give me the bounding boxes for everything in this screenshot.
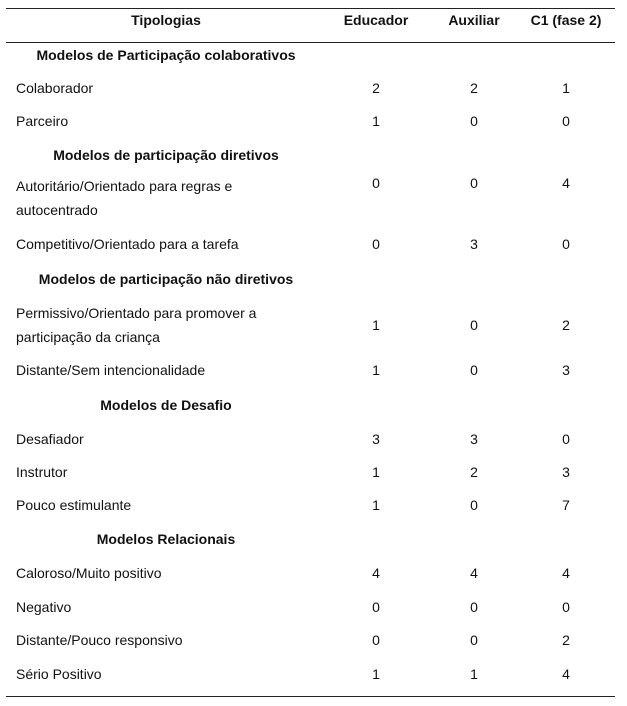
auxiliar-value: 0 (470, 317, 478, 333)
educador-value: 1 (372, 666, 380, 682)
auxiliar-value: 0 (470, 497, 478, 513)
c1-value: 0 (562, 236, 570, 252)
c1-value: 4 (562, 175, 570, 191)
educador-value: 3 (372, 431, 380, 447)
educador-value: 0 (372, 175, 380, 191)
section-title: Modelos de Desafio (100, 397, 232, 413)
c1-value: 4 (562, 565, 570, 581)
educador-value: 1 (372, 113, 380, 129)
educador-value: 0 (372, 236, 380, 252)
c1-value: 7 (562, 497, 570, 513)
educador-value: 0 (372, 632, 380, 648)
auxiliar-value: 3 (470, 236, 478, 252)
header-tipologias: Tipologias (131, 12, 201, 28)
c1-value: 0 (562, 113, 570, 129)
c1-value: 4 (562, 666, 570, 682)
row-label: Parceiro (16, 113, 69, 129)
auxiliar-value: 3 (470, 431, 478, 447)
row-label: Distante/Pouco responsivo (16, 632, 183, 648)
auxiliar-value: 0 (470, 362, 478, 378)
c1-value: 0 (562, 599, 570, 615)
row-label: Instrutor (16, 464, 68, 480)
educador-value: 0 (372, 599, 380, 615)
section-title: Modelos Relacionais (96, 531, 236, 547)
row-label: Negativo (16, 599, 72, 615)
auxiliar-value: 4 (470, 565, 478, 581)
header-auxiliar: Auxiliar (448, 12, 500, 28)
c1-value: 3 (562, 362, 570, 378)
c1-value: 2 (562, 632, 570, 648)
header-rule (6, 42, 615, 43)
auxiliar-value: 0 (470, 175, 478, 191)
c1-value: 2 (562, 317, 570, 333)
c1-value: 1 (562, 80, 570, 96)
c1-value: 3 (562, 464, 570, 480)
row-label: Desafiador (16, 431, 84, 447)
section-title: Modelos de participação não diretivos (38, 271, 294, 287)
auxiliar-value: 0 (470, 632, 478, 648)
row-label: Sério Positivo (16, 666, 102, 682)
educador-value: 1 (372, 317, 380, 333)
section-title: Modelos de participação diretivos (53, 147, 279, 163)
educador-value: 1 (372, 362, 380, 378)
auxiliar-value: 1 (470, 666, 478, 682)
educador-value: 1 (372, 497, 380, 513)
bottom-rule (6, 696, 615, 697)
row-label: Pouco estimulante (16, 497, 132, 513)
row-label: Autoritário/Orientado para regras e autocentrado (16, 178, 233, 218)
auxiliar-value: 2 (470, 464, 478, 480)
c1-value: 0 (562, 431, 570, 447)
auxiliar-value: 0 (470, 599, 478, 615)
auxiliar-value: 0 (470, 113, 478, 129)
header-educador: Educador (343, 12, 409, 28)
top-rule (6, 8, 615, 9)
educador-value: 2 (372, 80, 380, 96)
educador-value: 4 (372, 565, 380, 581)
row-label: Caloroso/Muito positivo (16, 565, 162, 581)
row-label: Competitivo/Orientado para a tarefa (16, 236, 239, 252)
section-title: Modelos de Participação colaborativos (36, 47, 296, 63)
row-label: Permissivo/Orientado para promover a participação da criança (16, 305, 257, 345)
row-label: Colaborador (16, 80, 94, 96)
educador-value: 1 (372, 464, 380, 480)
auxiliar-value: 2 (470, 80, 478, 96)
row-label: Distante/Sem intencionalidade (16, 362, 206, 378)
header-c1: C1 (fase 2) (530, 12, 602, 28)
